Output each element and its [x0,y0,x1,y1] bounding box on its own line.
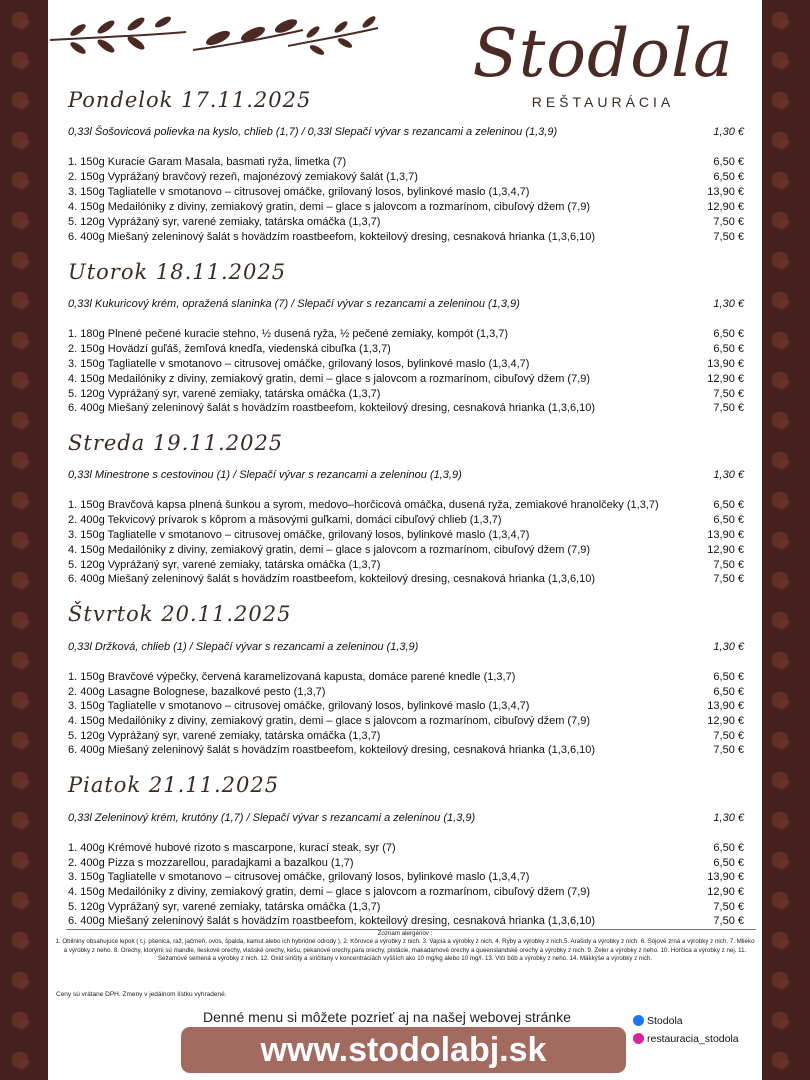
website-cta: Denné menu si môžete pozrieť aj na našej webovej stránke [203,1009,571,1025]
facebook-link[interactable]: Stodola [633,1012,739,1030]
menu-page: Stodola REŠTAURÁCIA Pondelok 17.11.2025 0,33l Šošovicová polievka na kyslo, chlieb (1,7) / 0,33l Slepačí vývar s rezancami a zeleninou (1,3,9) 1,30 € 1. 150g Kuracie Garam Masala, basmati ryža, limetka (7) 6,50 € 2. 150g Vyprážaný bravčový rezeň, majonézový zemiakový šalát (1,3,7) 6,50 € 3. 150g Tagliatelle v smotanovo – citrusovej omáčke, grilovaný losos, bylinkové maslo (1,3,4,7) 13,90 € 4. 150g Medailóniky z diviny, zemiakový gratin, demi – glace s jalovcom a rozmarínom, cibuľový džem (7,9) 12,90 € 5. 120g Vyprážaný syr, varené zemiaky, tatárska omáčka (1,3,7) 7,50 € 6. 400g Miešaný zeleninový šalát s hovädzím roastbeefom, kokteilový dresing, cesnaková hrianka (1,3,6,10) 7,50 € Utorok 18.11.2025 0,33l Kukuricový krém, opražená slaninka (7) / Slepačí vývar s rezancami a zeleninou (1,3,9) 1,30 € 1. 180g Plnené pečené kuracie stehno, ½ dusená ryža, ½ pečené zemiaky, kompót (1,3,7) 6,50 € 2. 150g Hovädzí guľáš, žemľová knedľa, viedenská cibuľka (1,3,7) 6,50 € 3. 150g Tagliatelle v smotanovo – citrusovej omáčke, grilovaný losos, bylinkové maslo (1,3,4,7) 13,90 € 4. 150g Medailóniky z diviny, zemiakový gratin, demi – glace s jalovcom a rozmarínom, cibuľový džem (7,9) 12,90 € 5. 120g Vyprážaný syr, varené zemiaky, tatárska omáčka (1,3,7) 7,50 € 6. 400g Miešaný zeleninový šalát s hovädzím roastbeefom, kokteilový dresing, cesnaková hrianka (1,3,6,10) 7,50 € Streda 19.11.2025 0,33l Minestrone s cestovinou (1) / Slepačí vývar s rezancami a zeleninou (1,3,9) 1,30 € 1. 150g Bravčová kapsa plnená šunkou a syrom, medovo–horčicová omáčka, dusená ryža, zemiakové hranolčeky (1,3,7) 6,50 € 2. 400g Tekvicový prívarok s kôprom a mäsovými guľkami, domáci cibuľový chlieb (1,3,7) 6,50 € 3. 150g Tagliatelle v smotanovo – citrusovej omáčke, grilovaný losos, bylinkové maslo (1,3,4,7) 13,90 € 4. 150g Medailóniky z diviny, zemiakový gratin, demi – glace s jalovcom a rozmarínom, cibuľový džem (7,9) 12,90 € 5. 120g Vyprážaný syr, varené zemiaky, tatárska omáčka (1,3,7) 7,50 € 6. 400g Miešaný zeleninový šalát s hovädzím roastbeefom, kokteilový dresing, cesnaková hrianka (1,3,6,10) 7,50 € Štvrtok 20.11.2025 0,33l Držková, chlieb (1) / Slepačí vývar s rezancami a zeleninou (1,3,9) 1,30 € 1. 150g Bravčové výpečky, červená karamelizovaná kapusta, domáce parené knedle (1,3,7) 6,50 € 2. 400g Lasagne Bolognese, bazalkové pesto (1,3,7) 6,50 € 3. 150g Tagliatelle v smotanovo – citrusovej omáčke, grilovaný losos, bylinkové maslo (1,3,4,7) 13,90 € 4. 150g Medailóniky z diviny, zemiakový gratin, demi – glace s jalovcom a rozmarínom, cibuľový džem (7,9) 12,90 € 5. 120g Vyprážaný syr, varené zemiaky, tatárska omáčka (1,3,7) 7,50 € 6. 400g Miešaný zeleninový šalát s hovädzím roastbeefom, kokteilový dresing, cesnaková hrianka (1,3,6,10) 7,50 € Piatok 21.11.2025 0,33l Zeleninový krém, krutóny (1,7) / Slepačí vývar s rezancami a zeleninou (1,3,9) 1,30 € 1. 400g Krémové hubové rizoto s mascarpone, kurací steak, syr (7) 6,50 € 2. 400g Pizza s mozzarellou, paradajkami a bazalkou (1,7) 6,50 € 3. 150g Tagliatelle v smotanovo – citrusovej omáčke, grilovaný losos, bylinkové maslo (1,3,4,7) 13,90 € 4. 150g Medailóniky z diviny, zemiakový gratin, demi – glace s jalovcom a rozmarínom, cibuľový džem (7,9) 12,90 € 5. 120g Vyprážaný syr, varené zemiaky, tatárska omáčka (1,3,7) 7,50 € 6. 400g Miešaný zeleninový šalát s hovädzím roastbeefom, kokteilový dresing, cesnaková hrianka (1,3,6,10) 7,50 € Zoznam alergénov : 1. Obilniny obsahujúce lepok ( t.j. pšenica, raž, jačmeň, ovos, špalda, kamut alebo ich hybridné odrody ). 2. Kôrovce a výrobky z nich. 3. Vajcia a výrobky z nich. 4. Ryby a výrobky z nich.5. Arašidy a výrobky z nich. 6. Sójové zrná a výrobky z nich. 7. Mlieko a výrobky z neho. 8. Orechy, ktorými sú mandle, lieskové orechy, vlašské orechy, kešu, pekanové orechy,para orechy, pistácie, makadamové orechy a queenslandské orechy a výrobky z nich. 9. Zeler a výrobky z neho. 10. Horčica a výrobky z nej. 11. Sezamové semená a výrobky z nich. 12. Oxid siričitý a siričitany v koncentráciách vyšších ako 10 mg/kg alebo 10 mg/l. 13. Vlčí bôb a výrobky z neho. 14. Mäkkýše a výrobky z nich. Ceny sú vrátane DPH. Zmeny v jedálnom lístku vyhradené. Denné menu si môžete pozrieť aj na našej webovej stránke Stodola restauracia_stodola www.stodolabj.sk [48,0,762,1080]
social-links [633,1012,739,1048]
day-title-wednesday: Streda 19.11.2025 [68,431,284,455]
brand-logo [458,8,748,110]
day-title-monday: Pondelok 17.11.2025 [68,88,312,112]
allergen-list [54,930,756,964]
day-title-thursday: Štvrtok 20.11.2025 [68,602,292,626]
facebook-icon [633,1015,644,1026]
brand-name: Stodola [472,15,734,92]
instagram-icon [633,1033,644,1044]
brand-subtitle: REŠTAURÁCIA [531,94,675,110]
allergen-text: 1. Obilniny obsahujúce lepok ( t.j. pšenica, raž, jačmeň, ovos, špalda, kamut alebo ich hybridné odrody ). 2. Kôrovce a výrobky z nich. 3. Vajcia a výrobky z nich. 4. Ryby a výrobky z nich.5. Arašidy a výrobky z nich. 6. Sójové zrná a výrobky z nich. 7. Mlieko a výrobky z neho. 8. Orechy, ktorými sú mandle, lieskové orechy, vlašské orechy, kešu, pekanové orechy,para orechy, pistácie, makadamové orechy a queenslandské orechy a výrobky z nich. 9. Zeler a výrobky z neho. 10. Horčica a výrobky z nej. 11. Sezamové semená a výrobky z nich. 12. Oxid siričitý a siričitany v koncentráciách vyšších ako 10 mg/kg alebo 10 mg/l. 13. Vlčí bôb a výrobky z neho. 14. Mäkkýše a výrobky z nich. [55,938,755,963]
branch-ornament-right [283,10,383,66]
instagram-link[interactable]: restauracia_stodola [633,1030,739,1048]
day-title-friday: Piatok 21.11.2025 [68,773,280,797]
branch-ornament-left [48,10,188,66]
price-note: Ceny sú vrátane DPH. Zmeny v jedálnom lístku vyhradené. [56,991,227,998]
day-title-tuesday: Utorok 18.11.2025 [68,260,287,284]
allergen-title: Zoznam alergénov : [377,930,433,937]
website-url[interactable]: www.stodolabj.sk [181,1027,626,1073]
